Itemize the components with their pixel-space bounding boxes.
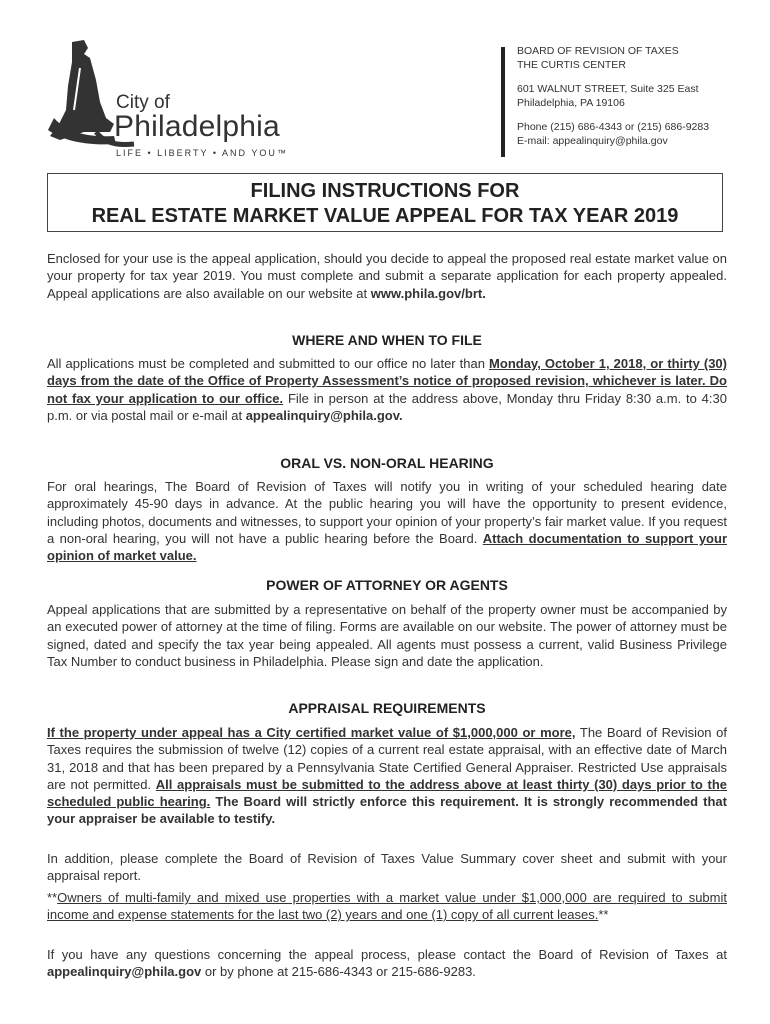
power-heading: POWER OF ATTORNEY OR AGENTS bbox=[266, 577, 508, 593]
multifamily-prefix: ** bbox=[47, 890, 58, 905]
multifamily-suffix: ** bbox=[598, 907, 609, 923]
website-link[interactable]: www.phila.gov/brt. bbox=[370, 285, 486, 301]
intro-paragraph bbox=[47, 250, 727, 302]
deadline-text: Monday, October 1, 2018, or thirty (30) days from the date of the Office of Property Assessment’s notice of proposed revision, whichever is later. Do not fax your application to our office. bbox=[47, 356, 727, 406]
summary-paragraph: In addition, please complete the Board of Revision of Taxes Value Summary cover sheet and submit with your appraisal report. bbox=[47, 851, 727, 884]
appraisal-heading: APPRAISAL REQUIREMENTS bbox=[288, 700, 486, 716]
address-line-2: THE CURTIS CENTER bbox=[517, 59, 626, 71]
appraisal-paragraph bbox=[47, 724, 727, 828]
questions-end: or by phone at 215-686-4343 or 215-686-9283. bbox=[201, 964, 476, 980]
appraisal-lead: If the property under appeal has a City certified market value of $1,000,000 or more, bbox=[47, 725, 576, 740]
intro-text: Enclosed for your use is the appeal application, should you decide to appeal the proposed real estate market value on your property for tax year 2019. You must complete and submit a separate application for each property appealed. Appeal applications are also available on our website at bbox=[47, 251, 727, 301]
questions-email-link[interactable]: appealinquiry@phila.gov bbox=[47, 964, 202, 980]
oral-heading: ORAL VS. NON-ORAL HEARING bbox=[280, 455, 494, 471]
appraisal-enforce: The Board will strictly enforce this requirement. It is strongly recommended that your appraiser be available to testify. bbox=[47, 794, 727, 827]
power-paragraph: Appeal applications that are submitted by a representative on behalf of the property owner must be accompanied by an executed power of attorney at the time of filing. Forms are available on our website. The power of attorney must be signed, dated and specify the tax year being appealed. All agents must possess a current, valid Business Privilege Tax Number to conduct business in Philadelphia. Please sign and date the application. bbox=[47, 602, 727, 669]
questions-text: If you have any questions concerning the appeal process, please contact the Board of Revision of Taxes at bbox=[47, 947, 727, 962]
where-heading: WHERE AND WHEN TO FILE bbox=[292, 332, 482, 348]
page-title-line-2: REAL ESTATE MARKET VALUE APPEAL FOR TAX YEAR 2019 bbox=[91, 205, 679, 227]
appraisal-deadline: All appraisals must be submitted to the address above at least thirty (30) days prior to the scheduled public hearing. bbox=[47, 776, 727, 810]
page-title-line-1: FILING INSTRUCTIONS FOR bbox=[250, 180, 520, 202]
address-line-4: Philadelphia, PA 19106 bbox=[517, 97, 625, 109]
liberty-bell-logo-icon bbox=[44, 40, 314, 165]
multifamily-text: Owners of multi-family and mixed use properties with a market value under $1,000,000 are required to submit income and expense statements for the last two (2) years and one (1) copy of all current leases. bbox=[47, 890, 727, 923]
questions-paragraph bbox=[47, 946, 727, 981]
logo-tagline: LIFE • LIBERTY • AND YOU™ bbox=[116, 148, 288, 158]
email-line: E-mail: appealinquiry@phila.gov bbox=[517, 135, 668, 147]
address-block bbox=[517, 44, 709, 148]
where-text-2: File in person at the address above, Monday thru Friday 8:30 a.m. to 4:30 p.m. or via postal mail or e-mail at bbox=[47, 390, 727, 423]
oral-text: For oral hearings, The Board of Revision of Taxes will notify you in writing of your scheduled hearing date approximately 45-90 days in advance. At the public hearing you will have the opportunity to present evidence, including photos, documents and witnesses, to support your opinion of your property’s fair market value. If you request a non-oral hearing, you will not have a public hearing before the Board. bbox=[47, 479, 727, 546]
appraisal-text-1: The Board of Revision of Taxes requires the submission of twelve (12) copies of a current real estate appraisal, with an effective date of March 31, 2018 and that has been prepared by a Pennsylvania State Certified General Appraiser. Restricted Use appraisals are not permitted. bbox=[47, 725, 727, 792]
where-paragraph bbox=[47, 355, 727, 424]
logo-philadelphia: Philadelphia bbox=[114, 110, 280, 143]
multifamily-paragraph bbox=[47, 889, 727, 924]
oral-paragraph bbox=[47, 478, 727, 564]
header-divider bbox=[501, 47, 505, 157]
where-text-1: All applications must be completed and submitted to our office no later than bbox=[47, 356, 490, 371]
where-email-link[interactable]: appealinquiry@phila.gov. bbox=[245, 407, 403, 423]
attach-docs-text: Attach documentation to support your opinion of market value. bbox=[47, 530, 727, 564]
logo-city-of: City of bbox=[116, 92, 170, 113]
address-line-1: BOARD OF REVISION OF TAXES bbox=[517, 45, 679, 57]
phone-line: Phone (215) 686-4343 or (215) 686-9283 bbox=[517, 121, 710, 133]
title-box bbox=[47, 173, 723, 232]
address-line-3: 601 WALNUT STREET, Suite 325 East bbox=[517, 83, 699, 95]
